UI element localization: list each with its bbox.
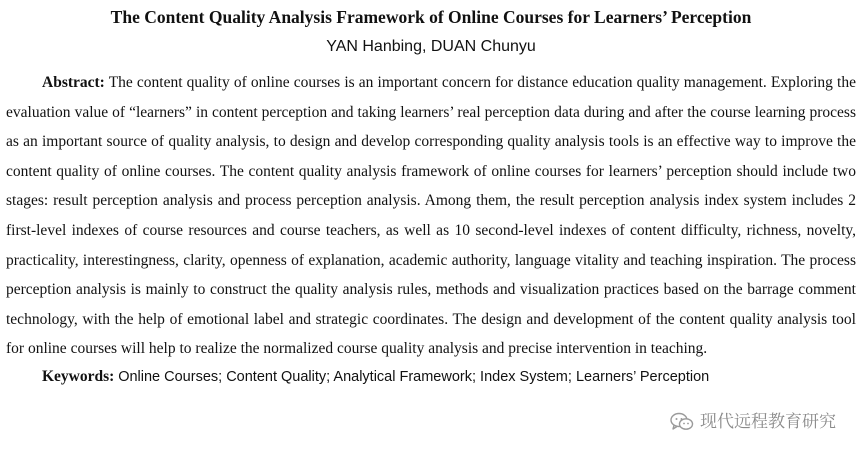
paper-title: The Content Quality Analysis Framework of Online Courses for Learners’ Perception [110, 7, 752, 27]
keywords-text: Online Courses; Content Quality; Analytical Framework; Index System; Learners’ Perception [118, 368, 710, 385]
wechat-watermark [666, 410, 840, 434]
paper-authors: YAN Hanbing, DUAN Chunyu [326, 38, 536, 55]
keywords-label: Keywords: [42, 367, 115, 385]
keywords-line [6, 364, 856, 390]
abstract-paragraph [6, 68, 856, 364]
wechat-icon [670, 412, 694, 432]
abstract-label: Abstract: [42, 74, 105, 91]
abstract-text: The content quality of online courses is an important concern for distance education quality management. Exploring the evaluation value of “learners” in content perception and taking learners’ real perception data during and after the course learning process as an important source of quality analysis, to design and develop corresponding quality analysis tools is an effective way to improve the content quality of online courses. The content quality analysis framework of online courses for learners’ perception should include two stages: result perception analysis and process perception analysis. Among them, the result perception analysis index system includes 2 first-level indexes of course resources and course teachers, as well as 10 second-level indexes of content difficulty, richness, novelty, practicality, interestingness, clarity, openness of explanation, academic authority, language vitality and teaching inspiration. The process perception analysis is mainly to construct the quality analysis rules, methods and visualization practices based on the barrage comment technology, with the help of emotional label and strategic coordinates. The design and development of the content quality analysis tool for online courses will help to realize the normalized course quality analysis and precise intervention in teaching. [6, 74, 856, 358]
watermark-text: 现代远程教育研究 [700, 412, 836, 432]
